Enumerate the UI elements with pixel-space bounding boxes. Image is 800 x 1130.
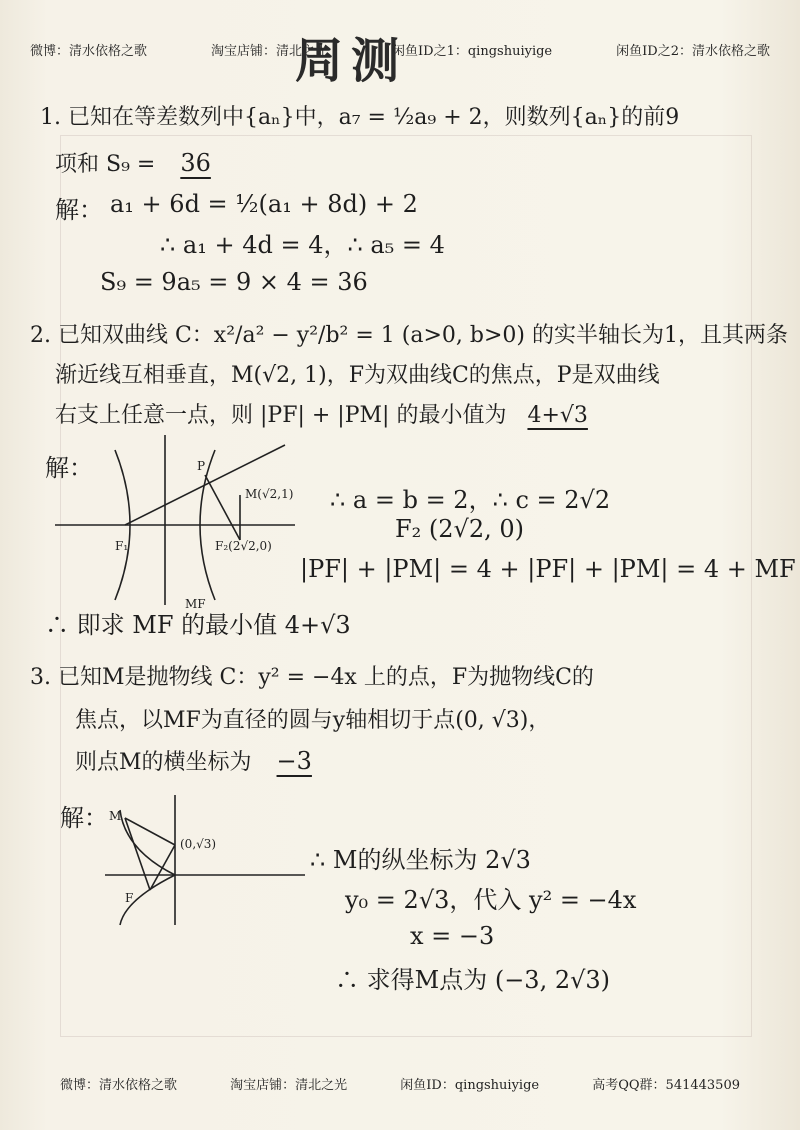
problem-2-solution-label: 解： xyxy=(45,454,93,482)
problem-1-step-1: a₁ + 6d = ½(a₁ + 8d) + 2 xyxy=(110,190,418,218)
problem-3-step-3: x = −3 xyxy=(410,922,495,950)
problem-3-stem-line-2: 焦点，以MF为直径的圆与y轴相切于点(0, √3)， xyxy=(75,708,551,733)
header-xianyu-1: 闲鱼ID之1：qingshuiyige xyxy=(392,43,553,59)
header-taobao: 淘宝店铺：清北之光 xyxy=(211,43,329,59)
segment-f-tangent-point xyxy=(150,845,175,890)
problem-1-step-3: S₉ = 9a₅ = 9 × 4 = 36 xyxy=(100,268,368,296)
problem-3-step-4: ∴ 求得M点为 (−3, 2√3) xyxy=(335,966,611,994)
footer-qq: 高考QQ群：541443509 xyxy=(592,1077,740,1093)
problem-2-step-2: F₂ (2√2, 0) xyxy=(395,515,524,543)
problem-2-hyperbola-figure xyxy=(45,430,305,610)
problem-3-stem-text: 则点M的横坐标为 xyxy=(75,750,252,775)
problem-2-step-4: ∴ 即求 MF 的最小值 4+√3 xyxy=(45,611,351,639)
problem-1-step-2: ∴ a₁ + 4d = 4，∴ a₅ = 4 xyxy=(160,231,445,259)
header-xianyu-2: 闲鱼ID之2：清水依格之歌 xyxy=(616,43,770,59)
label-mf: MF xyxy=(185,597,206,610)
problem-2-stem-text: 右支上任意一点，则 |PF| + |PM| 的最小值为 xyxy=(55,403,507,428)
label-m: M(√2,1) xyxy=(245,487,294,501)
problem-3-solution-label: 解： xyxy=(60,804,108,832)
problem-3-stem-line-1: 3. 已知M是抛物线 C：y² = −4x 上的点，F为抛物线C的 xyxy=(30,665,594,690)
problem-3-parabola-figure xyxy=(95,790,315,930)
footer-taobao: 淘宝店铺：清北之光 xyxy=(230,1077,348,1093)
problem-2-step-3: |PF| + |PM| = 4 + |PF| + |PM| = 4 + MF xyxy=(300,555,796,583)
problem-3-answer: −3 xyxy=(276,747,312,775)
footer-xianyu: 闲鱼ID：qingshuiyige xyxy=(400,1077,540,1093)
problem-2-step-1: ∴ a = b = 2，∴ c = 2√2 xyxy=(330,486,611,514)
footer-weibo: 微博：清水依格之歌 xyxy=(60,1077,178,1093)
header-weibo: 微博：清水依格之歌 xyxy=(30,43,148,59)
label-p: P xyxy=(197,459,206,473)
problem-1-stem-line-2 xyxy=(55,147,211,178)
problem-2-stem-line-3 xyxy=(55,398,588,429)
problem-2-stem-line-2: 渐近线互相垂直，M(√2, 1)，F为双曲线C的焦点，P是双曲线 xyxy=(55,363,660,388)
problem-1-stem-text: 项和 S₉ = xyxy=(55,152,156,177)
label-f2: F₂(2√2,0) xyxy=(215,539,272,553)
problem-1-solution-label: 解： xyxy=(55,196,103,224)
problem-3-step-2: y₀ = 2√3，代入 y² = −4x xyxy=(345,886,637,914)
problem-2-answer: 4+√3 xyxy=(527,403,588,428)
problem-1-answer: 36 xyxy=(180,149,211,177)
label-tangent-point: (0,√3) xyxy=(180,837,217,851)
problem-1-stem-line-1: 1. 已知在等差数列中{aₙ}中，a₇ = ½a₉ + 2，则数列{aₙ}的前9 xyxy=(40,105,680,130)
problem-2-stem-line-1: 2. 已知双曲线 C：x²/a² − y²/b² = 1 (a>0, b>0) 的实半轴长为1，且其两条 xyxy=(30,323,788,348)
segment-p-f2 xyxy=(205,475,240,540)
label-m: M xyxy=(109,809,122,823)
problem-3-stem-line-3 xyxy=(75,745,312,776)
segment-f1-p xyxy=(125,445,285,525)
label-f1: F₁ xyxy=(115,539,129,553)
footer-watermark xyxy=(30,1072,770,1094)
problem-3-step-1: ∴ M的纵坐标为 2√3 xyxy=(310,846,531,874)
page-title: 周测 xyxy=(295,33,408,89)
label-f: F xyxy=(125,891,134,905)
